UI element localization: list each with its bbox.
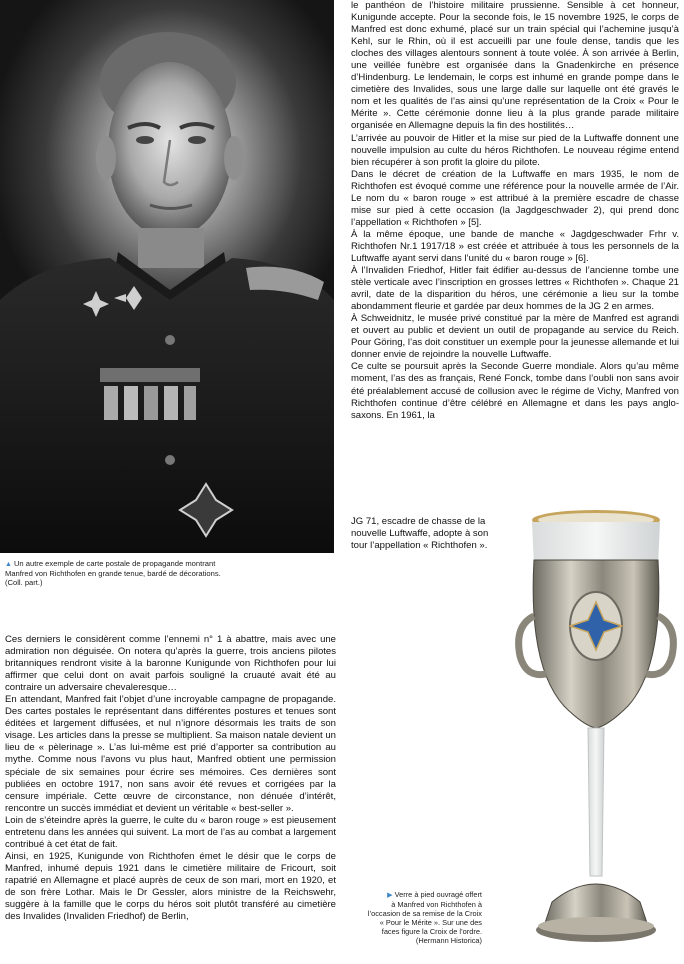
right-column-tail [351,516,511,552]
caption-line: (Coll. part.) [5,578,43,588]
caption-line: « Pour le Mérite ». Sur une des [379,918,482,927]
caption-line: Un autre exemple de carte postale de propagande montrant [13,559,216,568]
paragraph: Dans le décret de création de la Luftwaffe en mars 1935, le nom de Richthofen est évoqué comme une référence pour la nouvelle armée de l’Air. Le nom du « baron rouge » est attribué à la première escadre de chasse mise sur pied à cette occasion (la Jagdgeschwader 2), qui prend donc l’appellation « Richthofen » [5]. [351,168,679,228]
portrait-photo [0,0,334,553]
tail-line: tour l’appellation « Richthofen ». [351,540,488,552]
photo-caption [5,559,335,588]
caption-line: Manfred von Richthofen en grande tenue, bardé de décorations. [5,569,221,579]
caption-line: (Hermann Historica) [415,936,482,945]
paragraph: Ainsi, en 1925, Kunigunde von Richthofen émet le désir que le corps de Manfred, inhumé depuis 1921 dans le cimetière militaire de Fricourt, soit rapatrié en Allemagne et placé auprès de ceux de son mari, mort en 1920, et de son frère Lothar. Mais le Dr Gessler, alors ministre de la Reichswehr, suggère à la famille que le corps du héros soit plutôt transféré au cimetière des Invalides (Invaliden Friedhof) de Berlin, [5,850,336,923]
goblet-illustration [508,506,684,959]
caption-line: Verre à pied ouvragé offert [394,890,482,899]
caption-line: faces figure la Croix de l’ordre. [381,927,482,936]
goblet-caption [352,890,482,945]
paragraph: À l’Invaliden Friedhof, Hitler fait édifier au-dessus de l’ancienne tombe une stèle verticale avec l’inscription en grosses lettres « Richthofen ». Chaque 21 avril, date de la disparition du héros, une cérémonie a lieu sur la tombe abondamment fleurie et gardée par deux hommes de la JG 2 en armes. [351,265,679,313]
caption-line: l’occasion de sa remise de la Croix [367,909,482,918]
portrait-illustration [0,0,334,553]
paragraph: En attendant, Manfred fait l’objet d’une incroyable campagne de propagande. Des cartes postales le représentant dans différentes postures et tenues sont éditées et largement diffusées, et nul n’ignore désormais les traits de son visage. Les articles dans la presse se multiplient. Sa maison natale devient un lieu de « pèlerinage ». L’as lui-même est prié d’apporter sa contribution au mythe. Comme nous l’avons vu plus haut, Manfred obtient une permission spéciale de six semaines pour écrire ses mémoires. Ces dernières sont publiées en octobre 1917, non sans avoir été revues et corrigées par la censure impériale. Cette œuvre de circonstance, non dénuée d’intérêt, rencontre un succès immédiat et devient un véritable « best-seller ». [5,694,336,814]
left-column-text [5,634,336,923]
paragraph: Loin de s’éteindre après la guerre, le culte du « baron rouge » est pieusement entretenu dans les années qui suivent. La mort de l’as au combat a largement contribué à cet état de fait. [5,814,336,850]
paragraph: Ce culte se poursuit après la Seconde Guerre mondiale. Alors qu’au même moment, l’as des as français, René Fonck, tombe dans l’oubli non sans avoir été préalablement accusé de collusion avec le régime de Vichy, Manfred von Richthofen continue d’être célébré en Allemagne et dans les pays anglo-saxons. En 1961, la [351,361,679,421]
right-column-text [351,0,679,422]
paragraph: À Schweidnitz, le musée privé constitué par la mère de Manfred est agrandi et ouvert au public et devient un outil de propagande au service du Reich. Pour Göring, l’as doit constituer un exemple pour la jeunesse allemande et lui donner envie de rejoindre la nouvelle Luftwaffe. [351,313,679,361]
goblet-photo [508,506,684,959]
tail-line: nouvelle Luftwaffe, adopte à son [351,528,489,540]
caption-triangle-icon: ▲ [5,561,12,568]
paragraph: À la même époque, une bande de manche « Jagdgeschwader Frhr v. Richthofen Nr.1 1917/18 » est créée et attribuée à tous les personnels de la Luftwaffe ayant servi dans l’unité du « baron rouge » [6]. [351,228,679,264]
paragraph: Ces derniers le considèrent comme l’ennemi n° 1 à abattre, mais avec une admiration non déguisée. On notera qu’après la guerre, trois anciens pilotes britanniques rendront visite à la baronne Kunigunde von Richthofen pour lui affirmer que celui dont on avait parfois souligné la cruauté avait été au contraire un adversaire chevaleresque… [5,634,336,694]
caption-triangle-icon: ▶ [387,892,393,899]
caption-line: à Manfred von Richthofen à [391,900,482,909]
paragraph: le panthéon de l’histoire militaire prussienne. Sensible à cet honneur, Kunigunde accepte. Pour la seconde fois, le 15 novembre 1925, le corps de Manfred est donc exhumé, placé sur un train spécial qui l’achemine jusqu’à Kehl, sur le Rhin, où il est accueilli par une foule dense, tandis que les cloches des villages alentours sonnent à toute volée. À son arrivée à Berlin, une veillée funèbre est organisée dans la Gnadenkirche en présence d’Hindenburg. Le lendemain, le corps est inhumé en grande pompe dans le cimetière des Invalides, sous une large dalle sur laquelle ont été gravés le nom et les qualités de l’as ainsi qu’une représentation de la Croix « Pour le Mérite ». Cette cérémonie donne lieu à la plus grande parade militaire organisée en Allemagne depuis la fin des hostilités… [351,0,679,132]
paragraph: L’arrivée au pouvoir de Hitler et la mise sur pied de la Luftwaffe donnent une nouvelle impulsion au culte du héros Richthofen. Le nouveau régime entend bien récupérer à son profit la gloire du pilote. [351,132,679,168]
tail-line: JG 71, escadre de chasse de la [351,516,486,527]
